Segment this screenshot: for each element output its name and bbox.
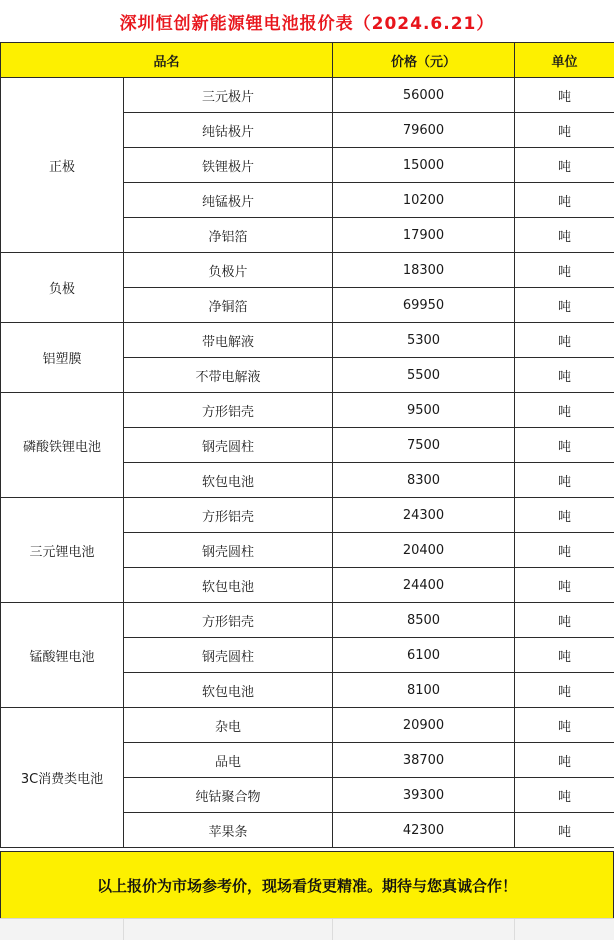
price-cell: 15000 (333, 148, 515, 183)
price-cell: 20900 (333, 708, 515, 743)
unit-cell: 吨 (515, 533, 614, 568)
item-name-cell: 铁锂极片 (124, 148, 333, 183)
price-cell: 56000 (333, 78, 515, 113)
category-cell: 三元锂电池 (1, 498, 124, 603)
category-cell: 铝塑膜 (1, 323, 124, 393)
item-name-cell: 软包电池 (124, 463, 333, 498)
unit-cell: 吨 (515, 288, 614, 323)
price-cell: 8500 (333, 603, 515, 638)
item-name-cell: 软包电池 (124, 673, 333, 708)
unit-cell: 吨 (515, 323, 614, 358)
unit-cell: 吨 (515, 113, 614, 148)
unit-cell: 吨 (515, 743, 614, 778)
header-unit: 单位 (515, 43, 614, 78)
price-cell: 24400 (333, 568, 515, 603)
unit-cell: 吨 (515, 568, 614, 603)
item-name-cell: 纯钴聚合物 (124, 778, 333, 813)
unit-cell: 吨 (515, 603, 614, 638)
item-name-cell: 品电 (124, 743, 333, 778)
unit-cell: 吨 (515, 778, 614, 813)
header-name: 品名 (1, 43, 333, 78)
item-name-cell: 软包电池 (124, 568, 333, 603)
item-name-cell: 纯钴极片 (124, 113, 333, 148)
price-cell: 42300 (333, 813, 515, 848)
table-row (1, 393, 614, 428)
price-cell: 20400 (333, 533, 515, 568)
category-cell: 正极 (1, 78, 124, 253)
unit-cell: 吨 (515, 498, 614, 533)
item-name-cell: 杂电 (124, 708, 333, 743)
price-cell: 18300 (333, 253, 515, 288)
price-cell: 39300 (333, 778, 515, 813)
header-row (1, 43, 614, 78)
table-row (1, 498, 614, 533)
price-cell: 17900 (333, 218, 515, 253)
price-cell: 8100 (333, 673, 515, 708)
item-name-cell: 三元极片 (124, 78, 333, 113)
table-row (1, 323, 614, 358)
price-cell: 69950 (333, 288, 515, 323)
item-name-cell: 钢壳圆柱 (124, 428, 333, 463)
sheet-bottom-strip (0, 918, 614, 940)
item-name-cell: 钢壳圆柱 (124, 638, 333, 673)
item-name-cell: 纯锰极片 (124, 183, 333, 218)
price-cell: 10200 (333, 183, 515, 218)
price-cell: 79600 (333, 113, 515, 148)
footer-note: 以上报价为市场参考价，现场看货更精准。期待与您真诚合作！ (0, 851, 614, 919)
table-row (1, 708, 614, 743)
table-row (1, 603, 614, 638)
price-cell: 24300 (333, 498, 515, 533)
unit-cell: 吨 (515, 638, 614, 673)
price-cell: 38700 (333, 743, 515, 778)
unit-cell: 吨 (515, 253, 614, 288)
price-cell: 9500 (333, 393, 515, 428)
unit-cell: 吨 (515, 393, 614, 428)
price-cell: 5500 (333, 358, 515, 393)
table-row (1, 253, 614, 288)
price-cell: 8300 (333, 463, 515, 498)
item-name-cell: 方形铝壳 (124, 603, 333, 638)
unit-cell: 吨 (515, 358, 614, 393)
category-cell: 锰酸锂电池 (1, 603, 124, 708)
item-name-cell: 方形铝壳 (124, 498, 333, 533)
item-name-cell: 负极片 (124, 253, 333, 288)
item-name-cell: 带电解液 (124, 323, 333, 358)
unit-cell: 吨 (515, 78, 614, 113)
unit-cell: 吨 (515, 218, 614, 253)
price-cell: 5300 (333, 323, 515, 358)
item-name-cell: 苹果条 (124, 813, 333, 848)
item-name-cell: 不带电解液 (124, 358, 333, 393)
page-title: 深圳恒创新能源锂电池报价表（2024.6.21） (0, 0, 614, 42)
unit-cell: 吨 (515, 428, 614, 463)
item-name-cell: 方形铝壳 (124, 393, 333, 428)
table-row (1, 78, 614, 113)
price-cell: 6100 (333, 638, 515, 673)
table-body (1, 78, 614, 848)
unit-cell: 吨 (515, 183, 614, 218)
header-price: 价格（元） (333, 43, 515, 78)
price-cell: 7500 (333, 428, 515, 463)
price-table (0, 42, 614, 848)
item-name-cell: 钢壳圆柱 (124, 533, 333, 568)
unit-cell: 吨 (515, 813, 614, 848)
item-name-cell: 净铝箔 (124, 218, 333, 253)
item-name-cell: 净铜箔 (124, 288, 333, 323)
unit-cell: 吨 (515, 148, 614, 183)
category-cell: 3C消费类电池 (1, 708, 124, 848)
category-cell: 磷酸铁锂电池 (1, 393, 124, 498)
category-cell: 负极 (1, 253, 124, 323)
unit-cell: 吨 (515, 708, 614, 743)
unit-cell: 吨 (515, 463, 614, 498)
unit-cell: 吨 (515, 673, 614, 708)
